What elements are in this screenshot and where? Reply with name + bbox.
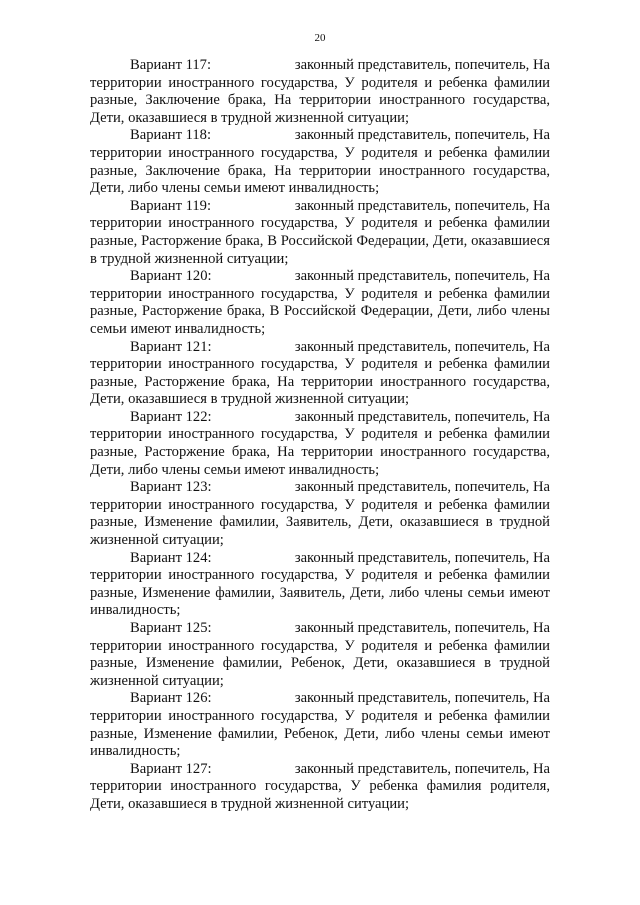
variant-first-line: законный представитель, попечитель, На (294, 549, 550, 566)
variant-paragraph (90, 761, 550, 814)
variant-first-line: законный представитель, попечитель, На (294, 197, 550, 214)
variant-label: Вариант 126: (130, 690, 212, 707)
variant-text: территории иностранного государства, У родителя и ребенка фамилии разные, Заключение брака, На территории иностранного государства, Дети, оказавшиеся в трудной жизненной ситуации; (90, 74, 550, 126)
variant-paragraph (90, 479, 550, 549)
document-body (90, 57, 550, 814)
variant-heading-line (90, 57, 550, 75)
variant-label: Вариант 125: (130, 620, 212, 636)
variant-paragraph (90, 339, 550, 409)
variant-heading-line (90, 127, 550, 145)
variant-text: территории иностранного государства, У родителя и ребенка фамилии разные, Расторжение брака, В Российской Федерации, Дети, либо члены семьи имеют инвалидность; (90, 285, 550, 337)
variant-label: Вариант 117: (130, 57, 212, 73)
variant-text: территории иностранного государства, У родителя и ребенка фамилии разные, Расторжение брака, На территории иностранного государства, Дети, оказавшиеся в трудной жизненной ситуации; (90, 356, 550, 408)
variant-first-line: законный представитель, попечитель, На (294, 268, 550, 285)
variant-first-line: законный представитель, попечитель, На (294, 479, 550, 496)
variant-heading-line (90, 620, 550, 638)
variant-label: Вариант 118: (130, 127, 212, 144)
variant-label: Вариант 121: (130, 338, 212, 355)
variant-heading-line (90, 198, 550, 216)
page-number: 20 (314, 32, 326, 44)
variant-label: Вариант 127: (130, 760, 212, 777)
variant-text: территории иностранного государства, У родителя и ребенка фамилии разные, Заключение брака, На территории иностранного государства, Дети, либо члены семьи имеют инвалидность; (90, 144, 550, 197)
variant-heading-line (90, 550, 550, 568)
variant-text: территории иностранного государства, У ребенка фамилия родителя, Дети, оказавшиеся в трудной жизненной ситуации; (90, 778, 550, 812)
variant-text: территории иностранного государства, У родителя и ребенка фамилии разные, Изменение фамилии, Заявитель, Дети, оказавшиеся в трудной жизненной ситуации; (90, 496, 550, 549)
variant-heading-line (90, 761, 550, 779)
variant-first-line: законный представитель, попечитель, На (294, 338, 550, 355)
variant-text: территории иностранного государства, У родителя и ребенка фамилии разные, Изменение фамилии, Ребенок, Дети, оказавшиеся в трудной жизненной ситуации; (90, 637, 550, 689)
variant-heading-line (90, 690, 550, 708)
variant-first-line: законный представитель, попечитель, На (294, 690, 550, 707)
variant-text: территории иностранного государства, У родителя и ребенка фамилии разные, Расторжение брака, В Российской Федерации, Дети, оказавшиеся в трудной жизненной ситуации; (90, 215, 550, 267)
variant-paragraph (90, 690, 550, 760)
variant-label: Вариант 119: (130, 197, 212, 214)
variant-first-line: законный представитель, попечитель, На (294, 408, 550, 425)
variant-paragraph (90, 127, 550, 197)
variant-first-line: законный представитель, попечитель, На (294, 57, 550, 73)
variant-paragraph (90, 57, 550, 127)
variant-label: Вариант 124: (130, 549, 212, 566)
variant-label: Вариант 122: (130, 408, 212, 425)
variant-heading-line (90, 339, 550, 357)
variant-heading-line (90, 479, 550, 497)
variant-first-line: законный представитель, попечитель, На (294, 760, 550, 777)
variant-paragraph (90, 550, 550, 620)
variant-text: территории иностранного государства, У родителя и ребенка фамилии разные, Изменение фамилии, Заявитель, Дети, либо члены семьи имеют инвалидность; (90, 567, 550, 619)
variant-heading-line (90, 409, 550, 427)
variant-paragraph (90, 409, 550, 479)
variant-text: территории иностранного государства, У родителя и ребенка фамилии разные, Расторжение брака, На территории иностранного государства, Дети, либо члены семьи имеют инвалидность; (90, 426, 550, 478)
variant-paragraph (90, 198, 550, 268)
variant-first-line: законный представитель, попечитель, На (294, 620, 550, 636)
variant-label: Вариант 123: (130, 479, 212, 496)
variant-paragraph (90, 268, 550, 338)
variant-label: Вариант 120: (130, 268, 212, 285)
variant-heading-line (90, 268, 550, 286)
variant-paragraph (90, 620, 550, 690)
variant-text: территории иностранного государства, У родителя и ребенка фамилии разные, Изменение фамилии, Ребенок, Дети, либо члены семьи имеют инвалидность; (90, 707, 550, 760)
variant-first-line: законный представитель, попечитель, На (294, 127, 550, 144)
